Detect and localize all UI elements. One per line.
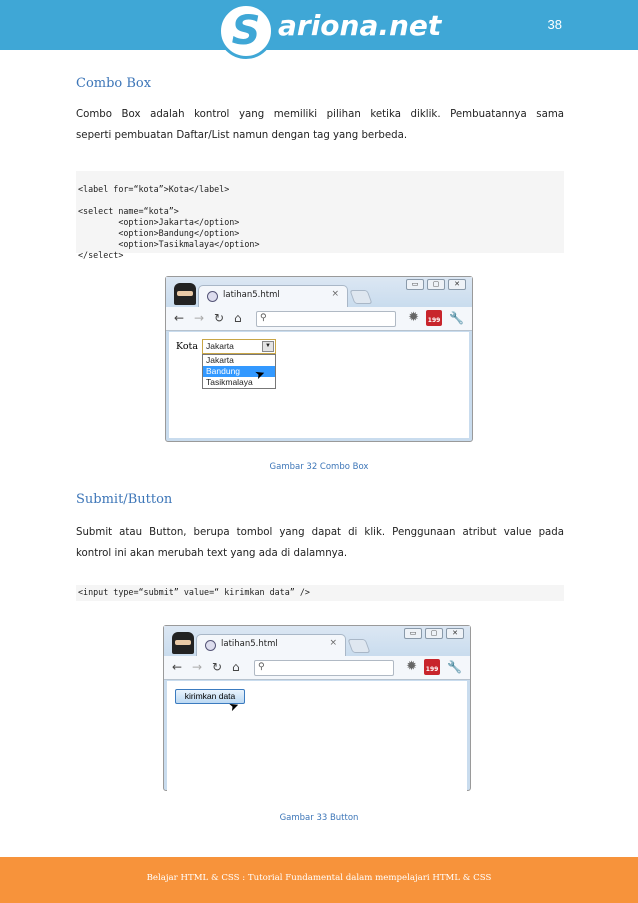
window-controls bbox=[406, 279, 466, 290]
calendar-extension-icon[interactable]: 199 bbox=[426, 310, 442, 326]
dropdown-option-highlighted[interactable]: Bandung bbox=[203, 366, 275, 377]
toolbar-icons bbox=[406, 659, 462, 675]
reload-icon[interactable]: ↻ bbox=[214, 311, 225, 325]
minimize-icon[interactable]: ▭ bbox=[404, 628, 422, 639]
search-icon: ⚲ bbox=[260, 313, 267, 323]
submit-paragraph bbox=[76, 522, 564, 564]
footer-text: Belajar HTML & CSS : Tutorial Fundamental dalam mempelajari HTML & CSS bbox=[146, 873, 492, 883]
maximize-icon[interactable]: ▢ bbox=[427, 279, 445, 290]
code-line: <label for=“kota”>Kota</label> bbox=[78, 184, 230, 194]
browser-titlebar bbox=[164, 626, 470, 656]
wrench-icon[interactable]: 🔧 bbox=[447, 660, 462, 674]
toolbar-icons bbox=[408, 310, 464, 326]
new-tab-button[interactable] bbox=[347, 639, 370, 653]
chevron-down-icon[interactable]: ▼ bbox=[262, 341, 274, 352]
calendar-extension-icon[interactable]: 199 bbox=[424, 659, 440, 675]
forward-icon[interactable]: → bbox=[194, 311, 205, 325]
code-line: <option>Jakarta</option> bbox=[78, 217, 240, 227]
dropdown-option[interactable]: Jakarta bbox=[206, 355, 234, 365]
code-line: </select> bbox=[78, 250, 124, 260]
maximize-icon[interactable]: ▢ bbox=[425, 628, 443, 639]
browser-window-button bbox=[163, 625, 471, 791]
logo-letter: S bbox=[231, 8, 261, 54]
code-line: <option>Bandung</option> bbox=[78, 228, 240, 238]
close-icon[interactable]: ✕ bbox=[448, 279, 466, 290]
new-tab-button[interactable] bbox=[349, 290, 372, 304]
gear-icon[interactable]: ✹ bbox=[406, 659, 418, 674]
globe-icon bbox=[207, 291, 218, 302]
combo-para-line-2: seperti pembuatan Daftar/List namun dengan tag yang berbeda. bbox=[76, 130, 408, 141]
site-logo bbox=[218, 0, 441, 58]
globe-icon bbox=[205, 640, 216, 651]
home-icon[interactable]: ⌂ bbox=[232, 660, 240, 674]
ninja-avatar-icon bbox=[172, 632, 194, 654]
tab-close-icon[interactable]: × bbox=[331, 289, 339, 299]
back-icon[interactable]: ← bbox=[174, 311, 185, 325]
code-line: <option>Tasikmalaya</option> bbox=[78, 239, 260, 249]
page-header bbox=[0, 0, 638, 54]
logo-text: ariona.net bbox=[278, 8, 442, 42]
tab-title: latihan5.html bbox=[221, 639, 278, 649]
browser-window-combo bbox=[165, 276, 473, 442]
combo-code-block bbox=[76, 171, 564, 260]
back-icon[interactable]: ← bbox=[172, 660, 183, 674]
browser-viewport bbox=[167, 681, 467, 793]
kota-label: Kota bbox=[176, 341, 199, 352]
gear-icon[interactable]: ✹ bbox=[408, 310, 420, 325]
submit-para-line-2: kontrol ini akan merubah text yang ada di dalamnya. bbox=[76, 548, 348, 559]
address-bar[interactable] bbox=[254, 660, 394, 676]
logo-bubble-icon bbox=[218, 3, 274, 59]
browser-toolbar bbox=[166, 307, 472, 331]
caption-figure-32: Gambar 32 Combo Box bbox=[269, 462, 369, 472]
kota-dropdown-list bbox=[202, 354, 276, 389]
combo-box-title: Combo Box bbox=[76, 76, 152, 91]
mouse-cursor-icon: ➤ bbox=[226, 697, 242, 715]
submit-para-line-1: Submit atau Button, berupa tombol yang dapat di klik. Penggunaan atribut value pada bbox=[76, 527, 564, 538]
caption-figure-33: Gambar 33 Button bbox=[279, 813, 359, 823]
combo-box-paragraph bbox=[76, 104, 564, 146]
code-line bbox=[78, 195, 562, 206]
dropdown-option[interactable]: Tasikmalaya bbox=[206, 377, 253, 387]
mouse-cursor-icon: ➤ bbox=[252, 365, 268, 383]
window-controls bbox=[404, 628, 464, 639]
submit-button-title: Submit/Button bbox=[76, 492, 173, 507]
search-icon: ⚲ bbox=[258, 662, 265, 672]
tab-close-icon[interactable]: × bbox=[329, 638, 337, 648]
submit-code-block bbox=[76, 585, 564, 601]
forward-icon[interactable]: → bbox=[192, 660, 203, 674]
home-icon[interactable]: ⌂ bbox=[234, 311, 242, 325]
kirimkan-data-button[interactable]: kirimkan data bbox=[175, 689, 245, 704]
address-bar[interactable] bbox=[256, 311, 396, 327]
page-footer bbox=[0, 857, 638, 903]
select-value: Jakarta bbox=[206, 341, 234, 351]
reload-icon[interactable]: ↻ bbox=[212, 660, 223, 674]
page-number: 38 bbox=[547, 17, 562, 32]
kota-select[interactable] bbox=[202, 339, 276, 354]
browser-viewport bbox=[169, 332, 469, 438]
browser-titlebar bbox=[166, 277, 472, 307]
browser-tab[interactable] bbox=[196, 634, 346, 656]
combo-para-line-1: Combo Box adalah kontrol yang memiliki pilihan ketika diklik. Pembuatannya sama bbox=[76, 109, 564, 120]
browser-toolbar bbox=[164, 656, 470, 680]
tab-title: latihan5.html bbox=[223, 290, 280, 300]
browser-tab[interactable] bbox=[198, 285, 348, 307]
close-icon[interactable]: ✕ bbox=[446, 628, 464, 639]
code-line: <select name=“kota”> bbox=[78, 206, 179, 216]
code-line: <input type=“submit” value=“ kirimkan data” /> bbox=[78, 587, 310, 597]
minimize-icon[interactable]: ▭ bbox=[406, 279, 424, 290]
wrench-icon[interactable]: 🔧 bbox=[449, 311, 464, 325]
ninja-avatar-icon bbox=[174, 283, 196, 305]
